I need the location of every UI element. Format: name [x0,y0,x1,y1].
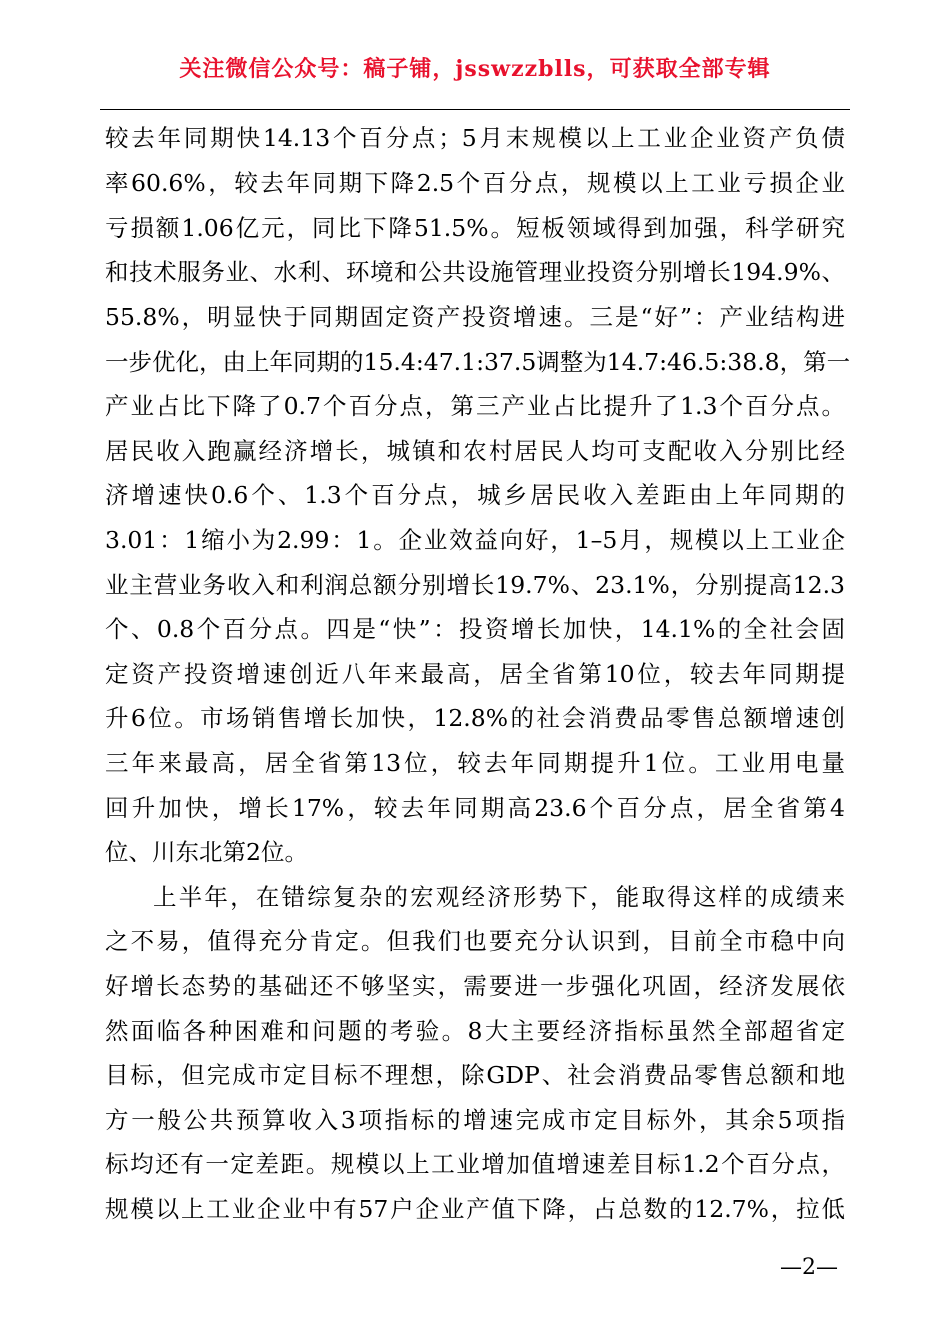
text-line: 和技术服务业、水利、环境和公共设施管理业投资分别增长194.9%、 [105,258,845,286]
text-line: 个、0.8个百分点。四是“快”：投资增长加快，14.1%的全社会固 [105,615,845,643]
text-line: 产业占比下降了0.7个百分点，第三产业占比提升了1.3个百分点。 [105,392,845,420]
text-line: 好增长态势的基础还不够坚实，需要进一步强化巩固，经济发展依 [105,972,845,1000]
text-line: 目标，但完成市定目标不理想，除GDP、社会消费品零售总额和地 [105,1061,845,1089]
text-line: 上半年，在错综复杂的宏观经济形势下，能取得这样的成绩来 [153,883,845,911]
text-line: 率60.6%，较去年同期下降2.5个百分点，规模以上工业亏损企业 [105,169,845,197]
text-line: 济增速快0.6个、1.3个百分点，城乡居民收入差距由上年同期的 [105,481,845,509]
text-line: 三年来最高，居全省第13位，较去年同期提升1位。工业用电量 [105,749,845,777]
text-line: 居民收入跑赢经济增长，城镇和农村居民人均可支配收入分别比经 [105,437,845,465]
page-number: —2— [780,1255,838,1280]
text-line: 回升加快，增长17%，较去年同期高23.6个百分点，居全省第4 [105,794,845,822]
text-line: 定资产投资增速创近八年来最高，居全省第10位，较去年同期提 [105,660,845,688]
text-line: 一步优化，由上年同期的15.4:47.1:37.5调整为14.7:46.5:38.8，第一 [105,348,851,376]
text-line: 规模以上工业企业中有57户企业产值下降，占总数的12.7%，拉低 [105,1195,845,1223]
text-line: 位、川东北第2位。 [105,838,308,866]
text-line: 之不易，值得充分肯定。但我们也要充分认识到，目前全市稳中向 [105,927,845,955]
text-line: 55.8%，明显快于同期固定资产投资增速。三是“好”：产业结构进 [105,303,845,331]
text-line: 方一般公共预算收入3项指标的增速完成市定目标外，其余5项指 [105,1106,845,1134]
text-line: 业主营业务收入和利润总额分别增长19.7%、23.1%，分别提高12.3 [105,571,845,599]
text-line: 标均还有一定差距。规模以上工业增加值增速差目标1.2个百分点， [105,1150,845,1178]
text-line: 然面临各种困难和问题的考验。8大主要经济指标虽然全部超省定 [105,1017,845,1045]
text-line: 较去年同期快14.13个百分点；5月末规模以上工业企业资产负债 [105,124,845,152]
header-divider [100,109,850,110]
text-line: 亏损额1.06亿元，同比下降51.5%。短板领域得到加强，科学研究 [105,214,845,242]
header-notice: 关注微信公众号：稿子铺，jsswzzblls，可获取全部专辑 [179,56,771,82]
text-line: 升6位。市场销售增长加快，12.8%的社会消费品零售总额增速创 [105,704,845,732]
text-line: 3.01：1缩小为2.99：1。企业效益向好，1–5月，规模以上工业企 [105,526,845,554]
